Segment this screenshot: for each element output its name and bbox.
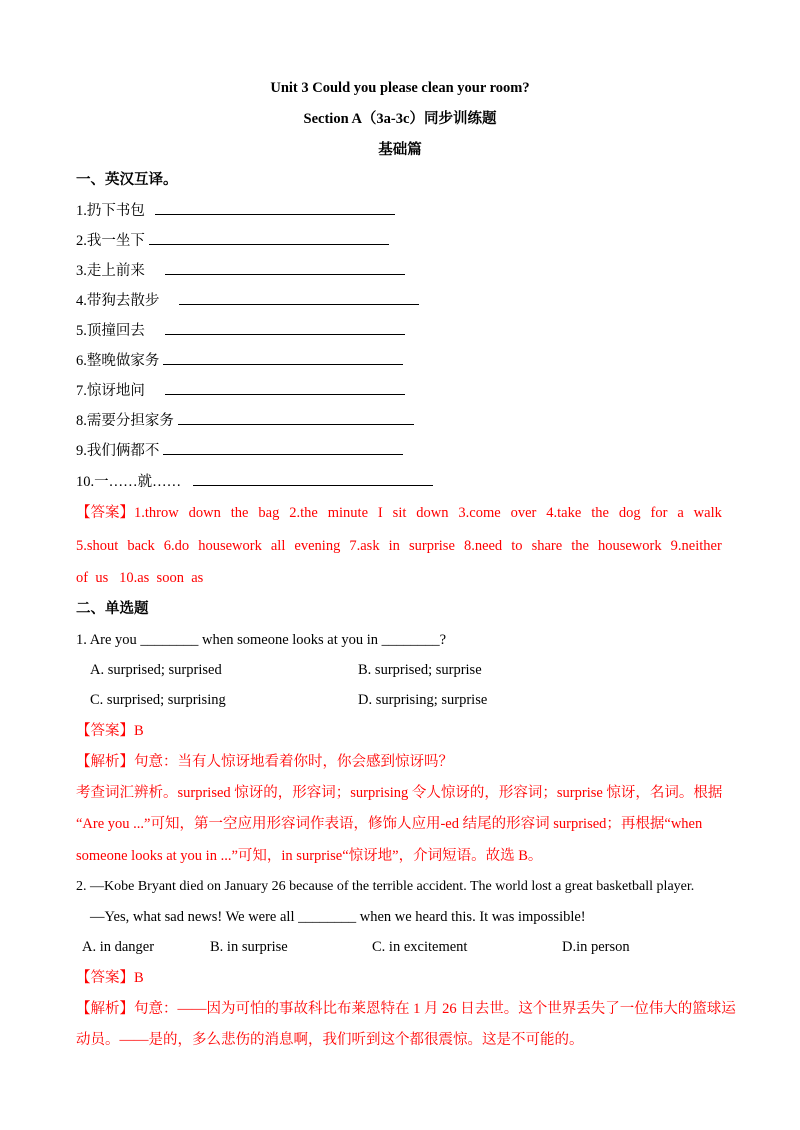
question-1-analysis-detail: “Are you ...”可知，第一空应用形容词作表语，修饰人应用-ed 结尾的形容词 surprised；再根据“when	[76, 816, 703, 832]
section-heading-single-choice: 二、单选题	[76, 601, 149, 617]
translation-item-label: 9.我们俩都不	[76, 443, 160, 459]
translation-item-label: 7.惊讶地问	[76, 383, 145, 399]
translation-item-5	[76, 320, 405, 341]
answer-word: 5.shout	[76, 538, 119, 554]
answer-word: I	[377, 505, 383, 521]
answer-word: all	[270, 538, 286, 554]
question-2-option-a[interactable]: A. in danger	[82, 939, 155, 955]
answer-word: surprise	[408, 538, 455, 554]
answer-word: bag	[258, 505, 280, 521]
answer-word: the	[230, 505, 249, 521]
answer-word: 3.come	[458, 505, 501, 521]
translation-item-4	[76, 290, 419, 311]
translation-item-label: 2.我一坐下	[76, 233, 145, 249]
translation-item-8	[76, 410, 414, 431]
answer-blank[interactable]	[165, 380, 405, 395]
document-title: Unit 3 Could you please clean your room?	[270, 80, 530, 96]
answer-word: 7.ask	[349, 538, 380, 554]
answer-word: evening	[294, 538, 341, 554]
translation-item-7	[76, 380, 405, 401]
answer-word: minute	[327, 505, 369, 521]
answer-word: housework	[198, 538, 262, 554]
question-1-analysis: 【解析】句意：当有人惊讶地看着你时，你会感到惊讶吗？	[76, 754, 453, 770]
translation-answer-line-2	[76, 536, 722, 556]
answer-word: 9.neither	[670, 538, 722, 554]
answer-word: housework	[597, 538, 662, 554]
translation-item-10	[76, 471, 433, 492]
answer-blank[interactable]	[149, 230, 389, 245]
translation-item-label: 10.一……就……	[76, 474, 182, 490]
question-2-stem-reply: —Yes, what sad news! We were all ________ when we heard this. It was impossible!	[90, 909, 586, 925]
level-label: 基础篇	[378, 142, 422, 158]
document-subtitle: Section A（3a-3c）同步训练题	[303, 111, 497, 127]
translation-item-2	[76, 230, 389, 251]
translation-item-label: 8.需要分担家务	[76, 413, 174, 429]
answer-word: a	[677, 505, 684, 521]
translation-item-label: 6.整晚做家务	[76, 353, 160, 369]
answer-word: the	[571, 538, 589, 554]
answer-word: 4.take	[546, 505, 582, 521]
question-2-analysis-detail: 动员。——是的，多么悲伤的消息啊，我们听到这个都很震惊。这是不可能的。	[76, 1032, 584, 1048]
translation-item-3	[76, 260, 405, 281]
question-1-option-b[interactable]: B. surprised; surprise	[358, 662, 482, 678]
answer-word: to	[511, 538, 523, 554]
answer-label: 【答案】	[76, 505, 134, 521]
section-heading-translation: 一、英汉互译。	[76, 172, 178, 188]
question-1-stem: 1. Are you ________ when someone looks at you in ________?	[76, 632, 447, 648]
question-2-answer: 【答案】B	[76, 970, 144, 986]
translation-item-label: 3.走上前来	[76, 263, 145, 279]
question-2-option-c[interactable]: C. in excitement	[372, 939, 468, 955]
answer-blank[interactable]	[179, 290, 419, 305]
answer-word: over	[510, 505, 537, 521]
answer-word: down	[188, 505, 221, 521]
question-2-stem: 2. —Kobe Bryant died on January 26 because of the terrible accident. The world lost a great basketball player.	[76, 879, 695, 894]
answer-word: back	[127, 538, 155, 554]
question-1-answer: 【答案】B	[76, 723, 144, 739]
question-1-analysis-detail: 考查词汇辨析。surprised 惊讶的，形容词；surprising 令人惊讶的，形容词；surprise 惊讶，名词。根据	[76, 785, 723, 801]
question-2-option-d[interactable]: D.in person	[562, 939, 630, 955]
question-2-option-b[interactable]: B. in surprise	[210, 939, 288, 955]
translation-item-label: 1.扔下书包	[76, 203, 145, 219]
answer-blank[interactable]	[165, 320, 405, 335]
question-1-analysis-detail: someone looks at you in ...”可知，in surprise“惊讶地”，介词短语。故选 B。	[76, 848, 543, 864]
translation-item-9	[76, 440, 403, 461]
answer-word: 8.need	[463, 538, 503, 554]
translation-item-6	[76, 350, 403, 371]
answer-word: walk	[693, 505, 722, 521]
question-2-analysis: 【解析】句意：——因为可怕的事故科比布莱恩特在 1 月 26 日去世。这个世界丢失了一位伟大的篮球运	[76, 1001, 736, 1017]
answer-word: dog	[618, 505, 641, 521]
answer-blank[interactable]	[155, 200, 395, 215]
answer-word: 6.do	[163, 538, 190, 554]
question-1-option-a[interactable]: A. surprised; surprised	[90, 662, 222, 678]
question-1-option-c[interactable]: C. surprised; surprising	[90, 692, 226, 708]
answer-blank[interactable]	[163, 350, 403, 365]
answer-word: 2.the	[289, 505, 318, 521]
answer-word: for	[650, 505, 668, 521]
answer-blank[interactable]	[165, 260, 405, 275]
answer-word: 1.throw	[134, 505, 179, 521]
answer-word: down	[416, 505, 449, 521]
question-1-option-d[interactable]: D. surprising; surprise	[358, 692, 488, 708]
answer-word: sit	[392, 505, 407, 521]
answer-blank[interactable]	[193, 471, 433, 486]
answer-blank[interactable]	[178, 410, 414, 425]
translation-item-1	[76, 200, 395, 221]
answer-word: share	[531, 538, 563, 554]
translation-answer-line-1	[76, 503, 722, 523]
answer-word: the	[591, 505, 609, 521]
translation-answer-line-3: of us 10.as soon as	[76, 570, 204, 586]
translation-item-label: 4.带狗去散步	[76, 293, 160, 309]
answer-word: in	[388, 538, 400, 554]
translation-item-label: 5.顶撞回去	[76, 323, 145, 339]
answer-blank[interactable]	[163, 440, 403, 455]
